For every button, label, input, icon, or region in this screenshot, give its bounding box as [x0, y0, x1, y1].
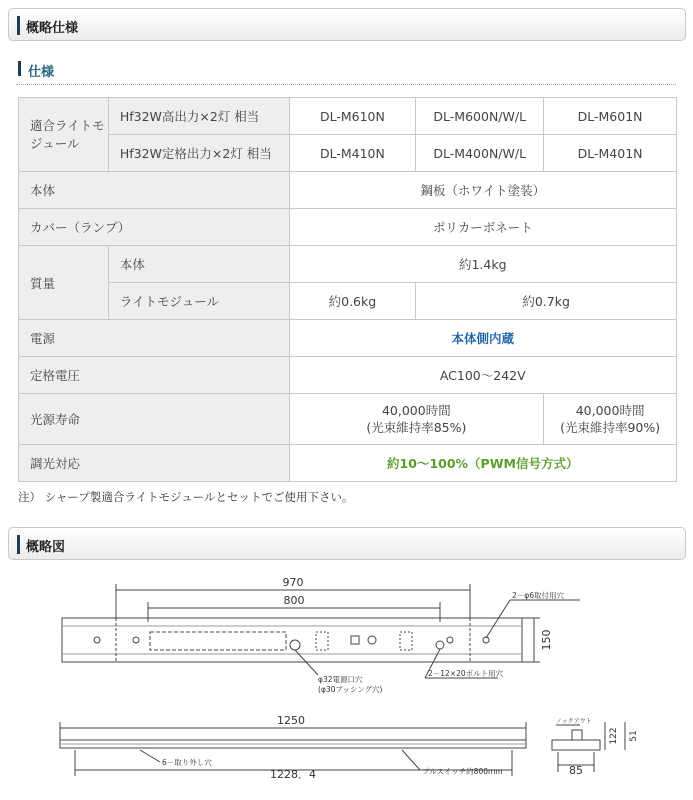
dimming-label: 調光対応	[19, 445, 290, 482]
voltage-label: 定格電圧	[19, 357, 290, 394]
outline-drawing-header	[8, 527, 686, 560]
knockout-holes-label: 6－取り外し穴	[162, 758, 212, 767]
model-cell: DL-M400N/W/L	[416, 135, 544, 172]
dim-1250: 1250	[277, 714, 305, 727]
mass-label: 質量	[19, 246, 109, 320]
mass-body-label: 本体	[108, 246, 289, 283]
fixture-end-view	[552, 740, 600, 750]
body-value: 鋼板（ホワイト塗装）	[289, 172, 676, 209]
mass-module-value: 約0.6kg	[289, 283, 416, 320]
model-cell: DL-M401N	[544, 135, 677, 172]
dim-800: 800	[283, 594, 305, 607]
dimming-value: 約10～100%（PWM信号方式）	[289, 445, 676, 482]
mount-holes-label: 2－φ6取付用穴	[512, 591, 564, 600]
body-label: 本体	[19, 172, 290, 209]
life-value	[289, 394, 544, 445]
dim-150: 150	[540, 629, 553, 651]
section-title: 概略図	[26, 540, 66, 555]
spec-table	[18, 97, 677, 482]
life-hours: 40,000時間	[575, 403, 645, 418]
spec-overview-header	[8, 8, 686, 41]
dim-85: 85	[569, 764, 583, 777]
cover-value: ポリカーボネート	[289, 209, 676, 246]
life-label: 光源寿命	[19, 394, 290, 445]
model-cell: DL-M601N	[544, 98, 677, 135]
model-cell: DL-M600N/W/L	[416, 98, 544, 135]
header-accent-bar	[17, 535, 20, 554]
spec-heading	[16, 58, 676, 85]
voltage-value: AC100～242V	[289, 357, 676, 394]
knockout-label: ノックアウト	[556, 718, 592, 725]
dim-122: 122	[609, 727, 619, 745]
life-value	[544, 394, 677, 445]
power-value: 本体側内蔵	[289, 320, 676, 357]
dim-1228: 1228．4	[270, 768, 316, 781]
life-hours: 40,000時間	[381, 403, 451, 418]
hf-rated-label: Hf32W定格出力×2灯 相当	[108, 135, 289, 172]
power-hole-label: φ32電源口穴	[318, 675, 363, 684]
dim-51: 51	[629, 730, 639, 742]
dim-970: 970	[282, 576, 304, 589]
power-label: 電源	[19, 320, 290, 357]
spec-heading-title: 仕様	[28, 65, 55, 80]
pull-switch-label: プルスイッチ約800mm	[422, 767, 503, 776]
mass-module-value: 約0.7kg	[416, 283, 677, 320]
hf-high-label: Hf32W高出力×2灯 相当	[108, 98, 289, 135]
model-cell: DL-M410N	[289, 135, 416, 172]
usage-note: 注） シャープ製適合ライトモジュールとセットでご使用下さい。	[18, 490, 354, 504]
section-title: 概略仕様	[26, 21, 79, 36]
mass-body-value: 約1.4kg	[289, 246, 676, 283]
cover-label: カバー（ランプ）	[19, 209, 290, 246]
header-accent-bar	[17, 16, 20, 35]
life-maintenance: (光束維持率85%)	[366, 420, 467, 435]
model-cell: DL-M610N	[289, 98, 416, 135]
power-hole-mark	[290, 640, 300, 650]
module-label: 適合ライトモジュール	[19, 98, 109, 172]
bolt-holes-label: 2－12×20ボルト用穴	[428, 669, 504, 678]
bushing-label: (φ30ブッシング穴)	[318, 685, 383, 694]
outline-drawing	[0, 560, 693, 800]
mass-module-label: ライトモジュール	[108, 283, 289, 320]
life-maintenance: (光束維持率90%)	[560, 420, 661, 435]
heading-accent-bar	[18, 61, 21, 76]
